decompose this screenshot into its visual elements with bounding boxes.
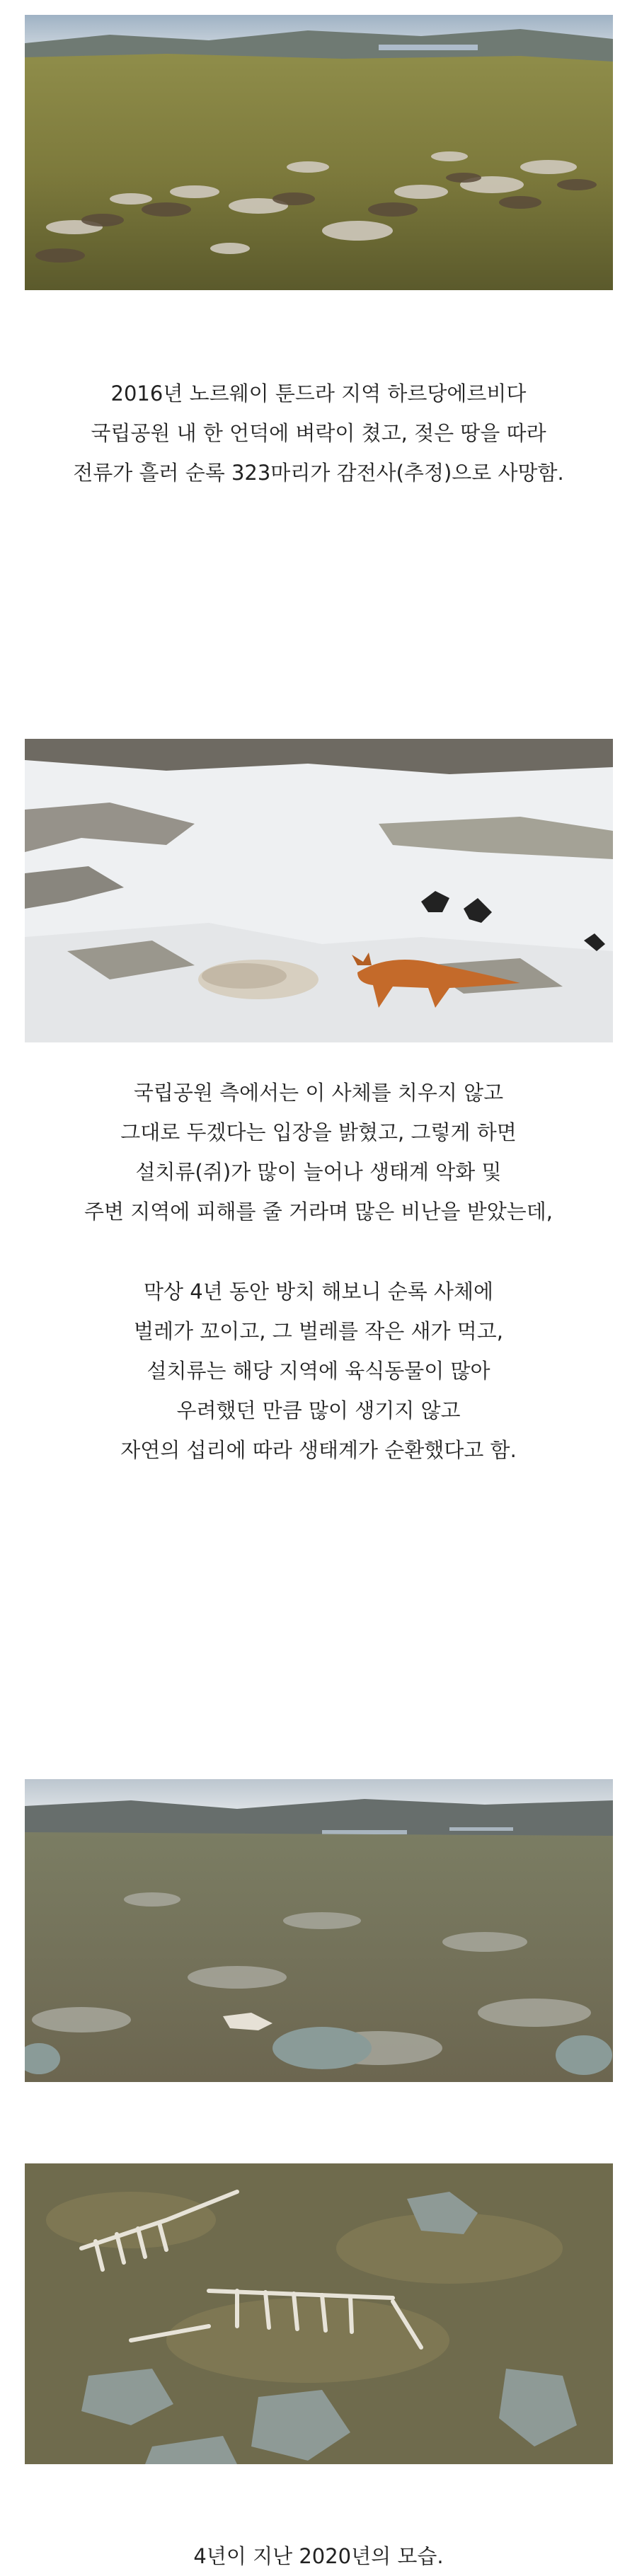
text-line: 주변 지역에 피해를 줄 거라며 많은 비난을 받았는데, [84, 1200, 553, 1224]
caption-paragraph-3 [0, 1272, 637, 1470]
text-line: 설치류(쥐)가 많이 늘어나 생태계 악화 및 [135, 1160, 502, 1184]
tundra-landscape-photo [25, 1779, 613, 2082]
text-line: 벌레가 꼬이고, 그 벌레를 작은 새가 먹고, [134, 1319, 503, 1343]
text-line: 그대로 두겠다는 입장을 밝혔고, 그렇게 하면 [120, 1120, 517, 1144]
text-line: 우려했던 만큼 많이 생기지 않고 [176, 1398, 461, 1422]
text-line: 4년이 지난 2020년의 모습. [193, 2544, 444, 2568]
text-line: 설치류는 해당 지역에 육식동물이 많아 [147, 1359, 490, 1383]
text-line: 2016년 노르웨이 툰드라 지역 하르당에르비다 [110, 381, 527, 406]
caption-paragraph-1 [0, 374, 637, 493]
text-line: 국립공원 측에서는 이 사체를 치우지 않고 [133, 1081, 504, 1105]
fox-carcass-snow-photo [25, 739, 613, 1042]
skeleton-remains-photo [25, 2163, 613, 2464]
text-line: 전류가 흘러 순록 323마리가 감전사(추정)으로 사망함. [73, 461, 564, 485]
caption-paragraph-4 [0, 2536, 637, 2576]
text-line: 자연의 섭리에 따라 생태계가 순환했다고 함. [120, 1438, 517, 1462]
text-line: 막상 4년 동안 방치 해보니 순록 사체에 [144, 1280, 493, 1304]
text-line: 국립공원 내 한 언덕에 벼락이 쳤고, 젖은 땅을 따라 [91, 421, 546, 445]
caption-paragraph-2 [0, 1073, 637, 1231]
reindeer-carcasses-photo [25, 15, 613, 290]
